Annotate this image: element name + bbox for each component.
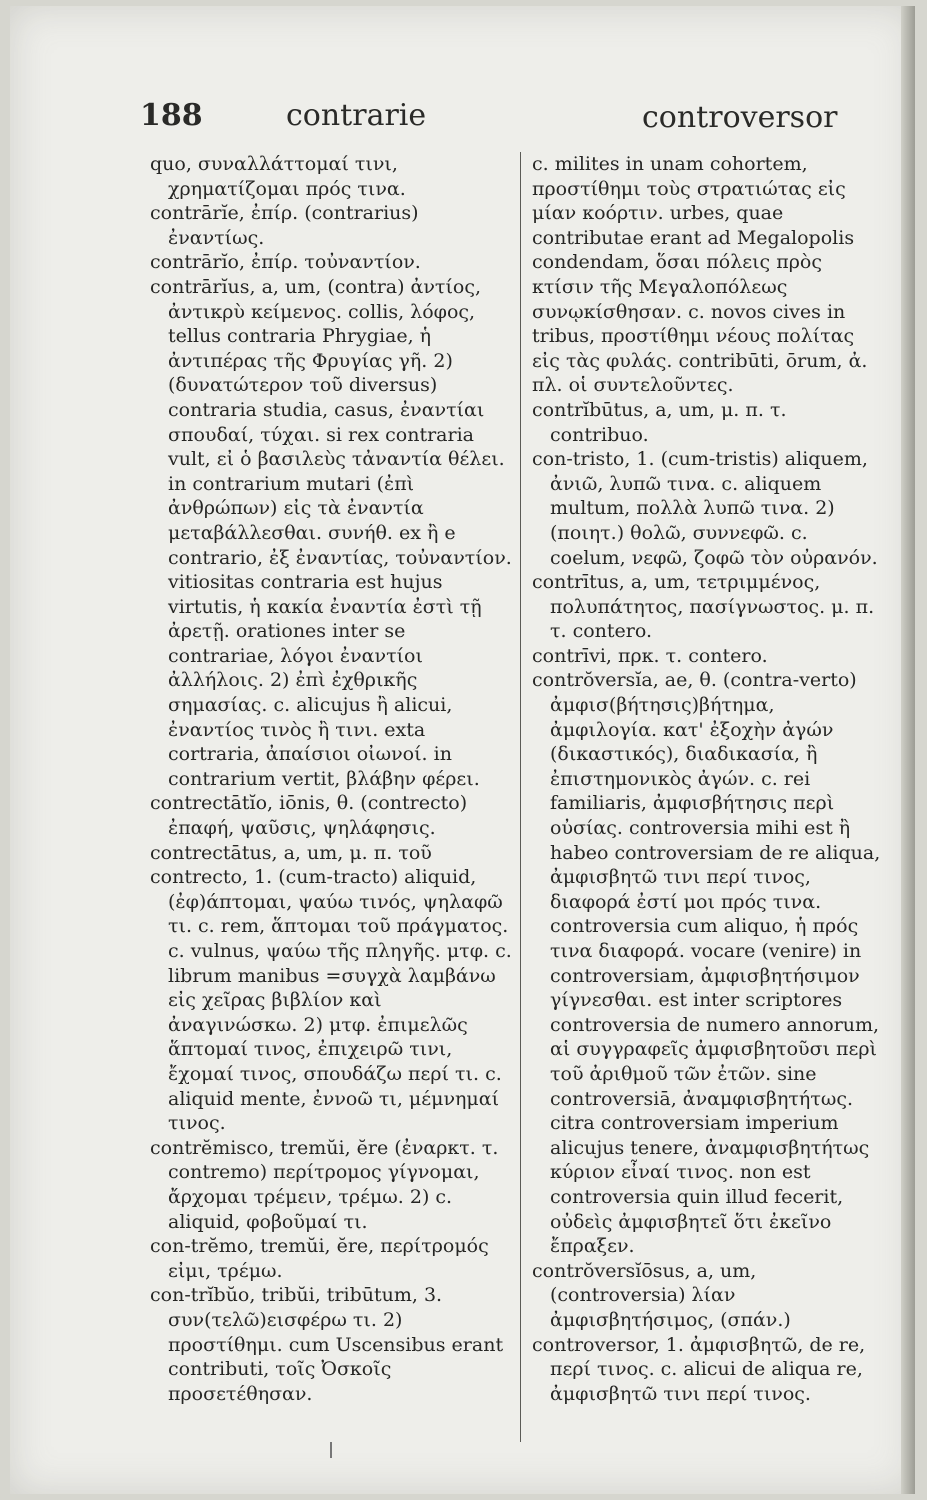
page-header bbox=[140, 98, 838, 138]
dictionary-entry: contrārĭo, ἐπίρ. τοὐναντίον. bbox=[150, 251, 421, 274]
dictionary-entry: quo, συναλλάττομαί τινι, χρηματίζομαι πρός τινα. bbox=[150, 153, 406, 200]
dictionary-entry: contrĭbūtus, a, um, μ. π. τ. contribuo. bbox=[532, 398, 787, 446]
print-mark bbox=[330, 1442, 332, 1458]
dictionary-entry: contrectātĭo, iōnis, θ. (contrecto) ἐπαφή, ψαῦσις, ψηλάφησις. bbox=[150, 792, 468, 840]
dictionary-entry: c. milites in unam cohortem, προστίθημι τοὺς στρατιώτας εἰς μίαν κοόρτιν. urbes, quae contributae erant ad Megalopolis condendam, ὅσαι πόλεις πρὸς κτίσιν τῆς Μεγαλοπόλεως συνῳκίσθησαν. c. novos cives in tribus, προστίθημι νέους πολίτας εἰς τὰς φυλάς. contribūti, ōrum, ἀ. πλ. οἱ συντελοῦντες. bbox=[532, 153, 868, 397]
column-divider bbox=[520, 152, 521, 1442]
dictionary-entry: contrĕmisco, tremŭi, ĕre (ἐναρκτ. τ. contremo) περίτρομος γίγνομαι, ἄρχομαι τρέμειν, τρέμω. 2) c. aliquid, φοβοῦμαί τι. bbox=[150, 1136, 499, 1233]
page-edge bbox=[901, 6, 915, 1494]
dictionary-entry: contrārĭe, ἐπίρ. (contrarius) ἐναντίως. bbox=[150, 202, 419, 249]
dictionary-entry: con-trĕmo, tremŭi, ĕre, περίτρομός εἰμι, τρέμω. bbox=[150, 1235, 489, 1282]
dictionary-entry: contrecto, 1. (cum-tracto) aliquid, (ἐφ)άπτομαι, ψαύω τινός, ψηλαφῶ τι. c. rem, ἅπτομαι τοῦ πράγματος. c. vulnus, ψαύω τῆς πληγῆς. μτφ. c. librum manibus =συγχὰ λαμβάνω εἰς χεῖρας βιβλίον καὶ ἀναγινώσκω. 2) μτφ. ἐπιμελῶς ἅπτομαί τινος, ἐπιχειρῶ τινι, ἔχομαί τινος, σπουδάζω περί τι. c. aliquid mente, ἐννοῶ τι, μέμνημαί τινος. bbox=[150, 866, 512, 1135]
dictionary-entry: con-tristo, 1. (cum-tristis) aliquem, ἀνιῶ, λυπῶ τινα. c. aliquem multum, πολλὰ λυπῶ τινα. 2) (ποιητ.) θολῶ, συννεφῶ. c. coelum, νεφῶ, ζοφῶ τὸν οὐρανόν. bbox=[532, 448, 878, 569]
dictionary-entry: contrŏversĭōsus, a, um, (controversia) λίαν ἀμφισβητήσιμος, (σπάν.) bbox=[532, 1259, 791, 1331]
dictionary-entry: controversor, 1. ἀμφισβητῶ, de re, περί τινος. c. alicui de aliqua re, ἀμφισβητῶ τινι περί τινος. bbox=[532, 1333, 866, 1405]
dictionary-entry: contrītus, a, um, τετριμμένος, πολυπάτητος, πασίγνωστος. μ. π. τ. contero. bbox=[532, 571, 875, 643]
dictionary-entry: contrŏversĭa, ae, θ. (contra-verto) ἀμφισ(βήτησις)βήτημα, ἀμφιλογία. κατ' ἐξοχὴν ἀγών (δικαστικός), διαδικασία, ἢ ἐπιστημονικὸς ἀγών. c. rei familiaris, ἀμφισβήτησις περὶ οὐσίας. controversia mihi est ἢ habeo controversiam de re aliqua, ἀμφισβητῶ τινι περί τινος, διαφορά ἐστί μοι πρός τινα. controversia cum aliquo, ἡ πρός τινα διαφορά. vocare (venire) in controversiam, ἀμφισβητήσιμον γίγνεσθαι. est inter scriptores controversia de numero annorum, αἱ συγγραφεῖς ἀμφισβητοῦσι περὶ τοῦ ἀριθμοῦ τῶν ἐτῶν. sine controversiā, ἀναμφισβητήτως. citra controversiam imperium alicujus tenere, ἀναμφισβητήτως κύριον εἶναί τινος. non est controversia quin illud fecerit, οὐδεὶς ἀμφισβητεῖ ὅτι ἐκεῖνο ἔπραξεν. bbox=[532, 669, 881, 1258]
page-number: 188 bbox=[140, 98, 203, 133]
left-guide-word: contrarie bbox=[286, 98, 427, 133]
dictionary-entry: contrārĭus, a, um, (contra) ἀντίος, ἀντικρὺ κείμενος. collis, λόφος, tellus contraria Phrygiae, ἡ ἀντιπέρας τῆς Φρυγίας γῆ. 2) (δυνατώτερον τοῦ diversus) contraria studia, casus, ἐναντίαι σπουδαί, τύχαι. si rex contraria vult, εἰ ὁ βασιλεὺς τἀναντία θέλει. in contrarium mutari (ἐπὶ ἀνθρώπων) εἰς τὰ ἐναντία μεταβάλλεσθαι. συνήθ. ex ἢ e contrario, ἐξ ἐναντίας, τοὐναντίον. vitiositas contraria est hujus virtutis, ἡ κακία ἐναντία ἐστὶ τῇ ἀρετῇ. orationes inter se contrariae, λόγοι ἐναντίοι ἀλλήλοις. 2) ἐπὶ ἐχθρικῆς σημασίας. c. alicujus ἢ alicui, ἐναντίος τινὸς ἢ τινι. exta cortraria, ἀπαίσιοι οἰωνοί. in contrarium vertit, βλάβην φέρει. bbox=[150, 275, 512, 790]
right-guide-word: controversor bbox=[642, 100, 838, 135]
right-column bbox=[532, 152, 886, 1406]
dictionary-entry: con-trĭbŭo, tribŭi, tribūtum, 3. συν(τελῶ)εισφέρω τι. 2) προστίθημι. cum Uscensibus erant contributi, τοῖς Ὀσκοῖς προσετέθησαν. bbox=[150, 1284, 504, 1405]
left-column bbox=[150, 152, 512, 1406]
book-page bbox=[10, 6, 915, 1494]
dictionary-entry: contrīvi, πρκ. τ. contero. bbox=[532, 644, 768, 667]
dictionary-entry: contrectātus, a, um, μ. π. τοῦ bbox=[150, 841, 432, 864]
